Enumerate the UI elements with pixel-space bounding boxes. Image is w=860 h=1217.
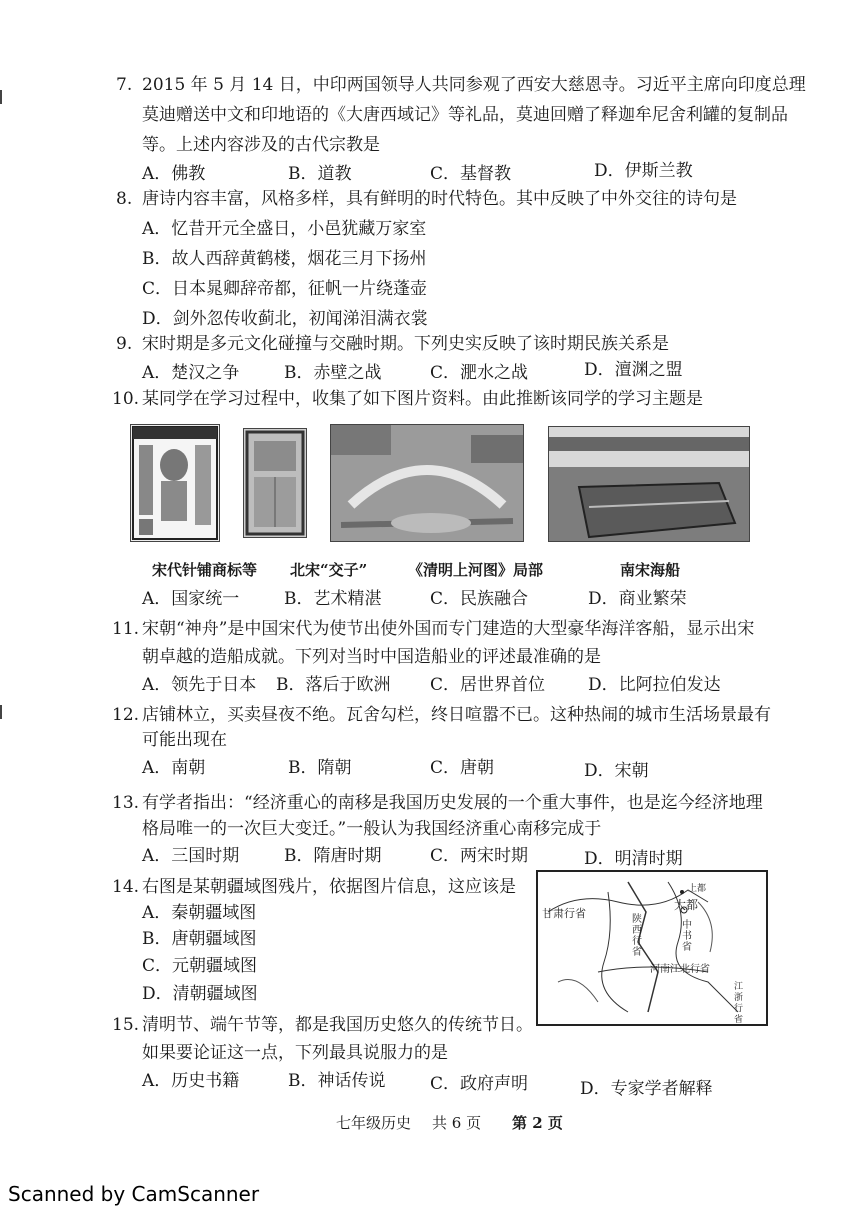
question-text: 2015 年 5 月 14 日，中印两国领导人共同参观了西安大慈恩寺。习近平主席向印度总理: [142, 75, 806, 95]
option-a: A．三国时期: [142, 846, 240, 866]
question-number: 12.: [112, 705, 140, 725]
option-c: C．淝水之战: [430, 363, 529, 383]
option-a: A．历史书籍: [142, 1071, 240, 1091]
option-c: C．唐朝: [430, 758, 495, 778]
question-text: 等。上述内容涉及的古代宗教是: [142, 135, 380, 155]
option-b: B．故人西辞黄鹤楼，烟花三月下扬州: [142, 249, 427, 269]
option-a: A．南朝: [142, 758, 206, 778]
question-number: 13.: [112, 793, 140, 813]
question-text: 莫迪赠送中文和印地语的《大唐西域记》等礼品，莫迪回赠了释迦牟尼舍利罐的复制品: [142, 105, 788, 125]
footer-subject: 七年级历史: [336, 1114, 412, 1132]
question-text: 如果要论证这一点，下列最具说服力的是: [142, 1043, 448, 1063]
question-text: 有学者指出：“经济重心的南移是我国历史发展的一个重大事件，也是迄今经济地理: [142, 793, 763, 813]
option-a: A．楚汉之争: [142, 363, 240, 383]
question-text: 宋朝“神舟”是中国宋代为使节出使外国而专门建造的大型豪华海洋客船，显示出宋: [142, 619, 755, 639]
map-label-gansu: 甘肃行省: [542, 907, 586, 920]
option-c: C．居世界首位: [430, 675, 546, 695]
image-caption: 北宋“交子”: [290, 561, 368, 579]
option-a: A．国家统一: [142, 589, 240, 609]
option-b: B．道教: [288, 164, 352, 184]
option-d: D．清朝疆域图: [142, 984, 258, 1004]
question-number: 11.: [112, 619, 140, 639]
option-c: C．日本晁卿辞帝都，征帆一片绕蓬壶: [142, 279, 428, 299]
question-number: 7.: [116, 75, 133, 95]
scanner-watermark: Scanned by CamScanner: [8, 1182, 260, 1206]
option-b: B．赤壁之战: [284, 363, 382, 383]
option-d: D．明清时期: [584, 849, 683, 869]
option-d: D．剑外忽传收蓟北，初闻涕泪满衣裳: [142, 309, 428, 329]
option-a: A．佛教: [142, 164, 206, 184]
option-c: C．基督教: [430, 164, 512, 184]
image-caption: 宋代针铺商标等: [152, 561, 258, 579]
map-label-henan-jiangbei: 河南江北行省: [650, 964, 710, 975]
question-number: 10.: [112, 389, 140, 409]
question-number: 9.: [116, 334, 133, 354]
image-caption: 《清明上河图》局部: [408, 561, 544, 579]
jiaozi-banknote-image: [243, 428, 307, 538]
question-text: 店铺林立，买卖昼夜不绝。瓦舍勾栏，终日喧嚣不已。这种热闹的城市生活场景最有: [142, 705, 771, 725]
question-number: 15.: [112, 1015, 140, 1035]
question-text: 宋时期是多元文化碰撞与交融时期。下列史实反映了该时期民族关系是: [142, 334, 669, 354]
map-label-shangdu: 上都: [688, 884, 707, 894]
footer-page-number: 第 2 页: [512, 1114, 563, 1132]
map-label-jiangzhe: 江浙行省: [734, 982, 744, 1025]
scan-edge-mark: [0, 90, 2, 104]
option-d: D．比阿拉伯发达: [588, 675, 721, 695]
option-b: B．隋朝: [288, 758, 352, 778]
question-text: 某同学在学习过程中，收集了如下图片资料。由此推断该同学的学习主题是: [142, 389, 703, 409]
question-text: 右图是某朝疆域图残片，依据图片信息，这应该是: [142, 877, 516, 897]
question-text: 朝卓越的造船成就。下列对当时中国造船业的评述最准确的是: [142, 647, 601, 667]
yuan-territory-map-fragment: [536, 870, 768, 1026]
option-b: B．艺术精湛: [284, 589, 382, 609]
map-label-shaanxi: 陕西行省: [632, 914, 642, 958]
option-c: C．元朝疆域图: [142, 956, 258, 976]
option-c: C．政府声明: [430, 1074, 529, 1094]
option-a: A．秦朝疆域图: [142, 903, 257, 923]
question-text: 格局唯一的一次巨大变迁。”一般认为我国经济重心南移完成于: [142, 819, 602, 839]
question-text: 唐诗内容丰富，风格多样，具有鲜明的时代特色。其中反映了中外交往的诗句是: [142, 189, 737, 209]
option-a: A．忆昔开元全盛日，小邑犹藏万家室: [142, 219, 427, 239]
map-label-zhongshu: 中书省: [682, 920, 692, 953]
question-text: 可能出现在: [142, 730, 227, 750]
question-text: 清明节、端午节等，都是我国历史悠久的传统节日。: [142, 1015, 533, 1035]
option-b: B．隋唐时期: [284, 846, 382, 866]
option-d: D．专家学者解释: [580, 1079, 713, 1099]
option-b: B．落后于欧洲: [276, 675, 391, 695]
map-label-dadu: 大都: [674, 898, 699, 912]
question-number: 8.: [116, 189, 133, 209]
option-c: C．民族融合: [430, 589, 529, 609]
option-d: D．商业繁荣: [588, 589, 687, 609]
scan-edge-mark: [0, 705, 2, 719]
image-caption: 南宋海船: [620, 561, 681, 579]
option-b: B．神话传说: [288, 1071, 386, 1091]
song-needle-shop-trademark-image: [130, 424, 220, 542]
option-a: A．领先于日本: [142, 675, 257, 695]
option-d: D．澶渊之盟: [584, 360, 683, 380]
option-b: B．唐朝疆域图: [142, 929, 257, 949]
southern-song-ship-image: [548, 426, 750, 542]
qingming-scroll-detail-image: [330, 424, 524, 542]
option-d: D．宋朝: [584, 761, 649, 781]
option-d: D．伊斯兰教: [594, 161, 693, 181]
footer-total-pages: 共 6 页: [432, 1114, 482, 1132]
option-c: C．两宋时期: [430, 846, 529, 866]
question-number: 14.: [112, 877, 140, 897]
